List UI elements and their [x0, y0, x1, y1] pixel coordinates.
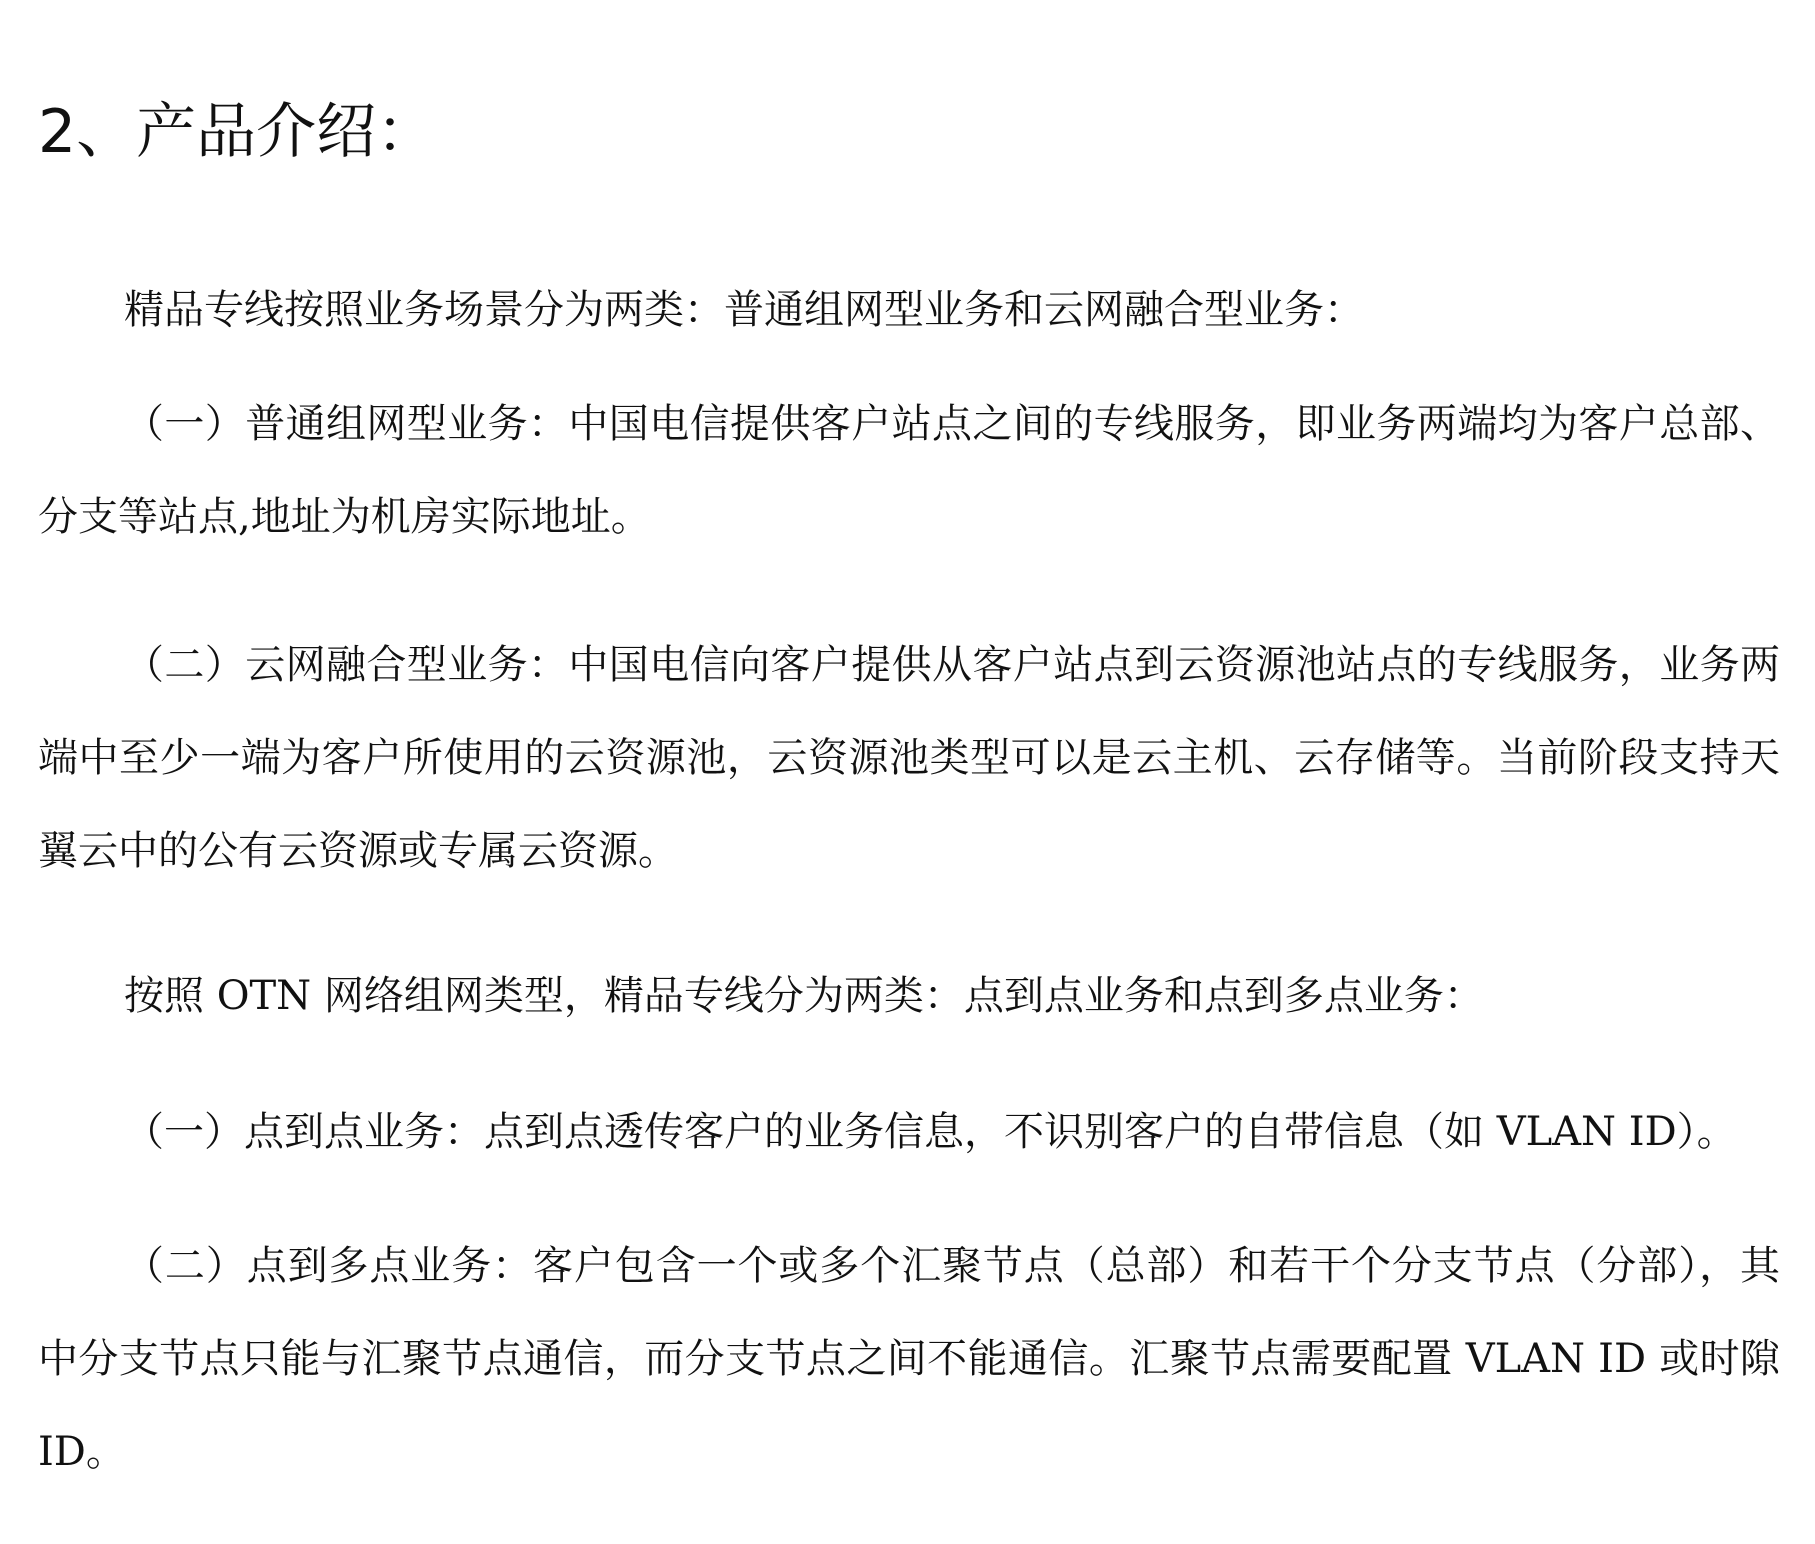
- paragraph-cloud-network-fusion: （二）云网融合型业务：中国电信向客户提供从客户站点到云资源池站点的专线服务，业务两端中至少一端为客户所使用的云资源池，云资源池类型可以是云主机、云存储等。当前阶段支持天翼云中的公有云资源或专属云资源。: [38, 642, 1780, 874]
- section-heading: 2、产品介绍：: [38, 97, 437, 167]
- paragraph-ordinary-networking: （一）普通组网型业务：中国电信提供客户站点之间的专线服务，即业务两端均为客户总部、分支等站点,地址为机房实际地址。: [38, 401, 1780, 540]
- paragraph-otn-intro: 按照 OTN 网络组网类型，精品专线分为两类：点到点业务和点到多点业务：: [124, 973, 1484, 1019]
- paragraph-point-to-point: （一）点到点业务：点到点透传客户的业务信息，不识别客户的自带信息（如 VLAN ID）。: [124, 1109, 1737, 1155]
- paragraph-intro: 精品专线按照业务场景分为两类：普通组网型业务和云网融合型业务：: [124, 287, 1364, 333]
- paragraph-point-to-multipoint: （二）点到多点业务：客户包含一个或多个汇聚节点（总部）和若干个分支节点（分部），其中分支节点只能与汇聚节点通信，而分支节点之间不能通信。汇聚节点需要配置 VLAN ID 或时隙 ID。: [38, 1243, 1780, 1475]
